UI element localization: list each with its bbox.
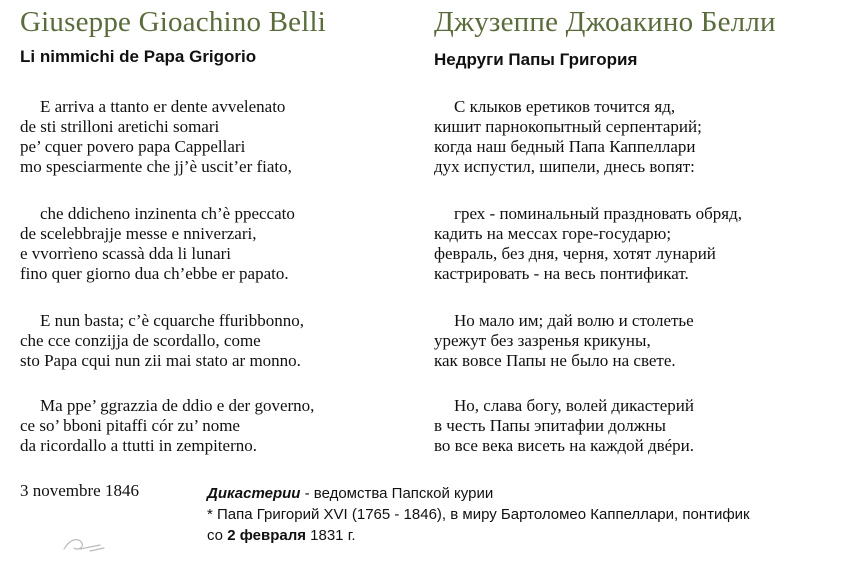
poem-line: грех - поминальный праздновать обряд, bbox=[454, 204, 742, 223]
stanza-4-italian bbox=[20, 396, 314, 456]
poem-line: кишит парнокопытный серпентарий; bbox=[434, 117, 702, 136]
poem-line: E arriva a ttanto er dente avvelenato bbox=[40, 97, 286, 116]
stanza-1-russian bbox=[434, 97, 702, 177]
stanza-2-russian bbox=[434, 204, 742, 284]
poem-line: как вовсе Папы не было на свете. bbox=[434, 351, 676, 370]
poem-line: Но мало им; дай волю и столетье bbox=[454, 311, 694, 330]
footnote-line-3-suffix: 1831 г. bbox=[305, 527, 356, 544]
poem-line: кастрировать - на весь понтификат. bbox=[434, 264, 689, 283]
poem-line: da ricordallo a ttutti in zempiterno. bbox=[20, 436, 257, 455]
poem-line: mo spesciarmente che jj’è uscit’er fiato, bbox=[20, 157, 292, 176]
poem-line: de sti strilloni aretichi somari bbox=[20, 117, 220, 136]
poem-line: февраль, без дня, черня, хотят лунарий bbox=[434, 244, 716, 263]
footnote-line-3 bbox=[207, 525, 750, 546]
poem-line: урежут без зазренья крикуны, bbox=[434, 331, 651, 350]
poem-line: E nun basta; c’è cquarche ffuribbonno, bbox=[40, 311, 305, 330]
poem-title-russian: Недруги Папы Григория bbox=[434, 50, 638, 69]
poem-line: che cce conzijja de scordallo, come bbox=[20, 331, 261, 350]
footnote-line-2: * Папа Григорий XVI (1765 - 1846), в миру Бартоломео Каппеллари, понтифик bbox=[207, 506, 750, 523]
poem-line: когда наш бедный Папа Каппеллари bbox=[434, 137, 696, 156]
poem-line: в честь Папы эпитафии должны bbox=[434, 416, 666, 435]
poem-line: de scelebbrajje messe e nniverzari, bbox=[20, 224, 257, 243]
footnote-date-bold: 2 февраля bbox=[227, 527, 306, 544]
footnote bbox=[207, 483, 750, 546]
poem-line: дух испустил, шипели, днесь вопят: bbox=[434, 157, 695, 176]
author-name-russian: Джузеппе Джоакино Белли bbox=[434, 6, 776, 38]
poem-line: sto Papa cqui nun zii mai stato ar monno. bbox=[20, 351, 301, 370]
poem-title-italian: Li nimmichi de Papa Grigorio bbox=[20, 47, 257, 66]
poem-line: che ddicheno inzinenta ch’è ppeccato bbox=[40, 204, 295, 223]
footnote-term: Дикастерии bbox=[207, 485, 301, 502]
stanza-3-italian bbox=[20, 311, 304, 371]
poem-line: pe’ cquer povero papa Cappellari bbox=[20, 137, 246, 156]
poem-date: 3 novembre 1846 bbox=[20, 481, 139, 500]
poem-line: fino quer giorno dua ch’ebbe er papato. bbox=[20, 264, 289, 283]
stanza-1-italian bbox=[20, 97, 292, 177]
poem-line: во все века висеть на каждой двéри. bbox=[434, 436, 695, 455]
stanza-3-russian bbox=[434, 311, 694, 371]
poem-line: Но, слава богу, волей дикастерий bbox=[454, 396, 694, 415]
footnote-line-3-prefix: со bbox=[207, 527, 228, 544]
stanza-4-russian bbox=[434, 396, 694, 456]
stanza-2-italian bbox=[20, 204, 295, 284]
poem-line: e vvorrìeno scassà dda li lunari bbox=[20, 244, 232, 263]
poem-line: Ma ppe’ ggrazzia de ddio e der governo, bbox=[40, 396, 315, 415]
poem-line: кадить на мессах горе-государю; bbox=[434, 224, 672, 243]
author-name-italian: Giuseppe Gioachino Belli bbox=[20, 6, 327, 38]
poem-line: С клыков еретиков точится яд, bbox=[454, 97, 676, 116]
footnote-line-1 bbox=[207, 483, 750, 504]
footnote-definition: - ведомства Папской курии bbox=[300, 485, 494, 502]
signature-mark bbox=[60, 533, 110, 555]
poem-line: ce so’ bboni pitaffi cór zu’ nome bbox=[20, 416, 240, 435]
